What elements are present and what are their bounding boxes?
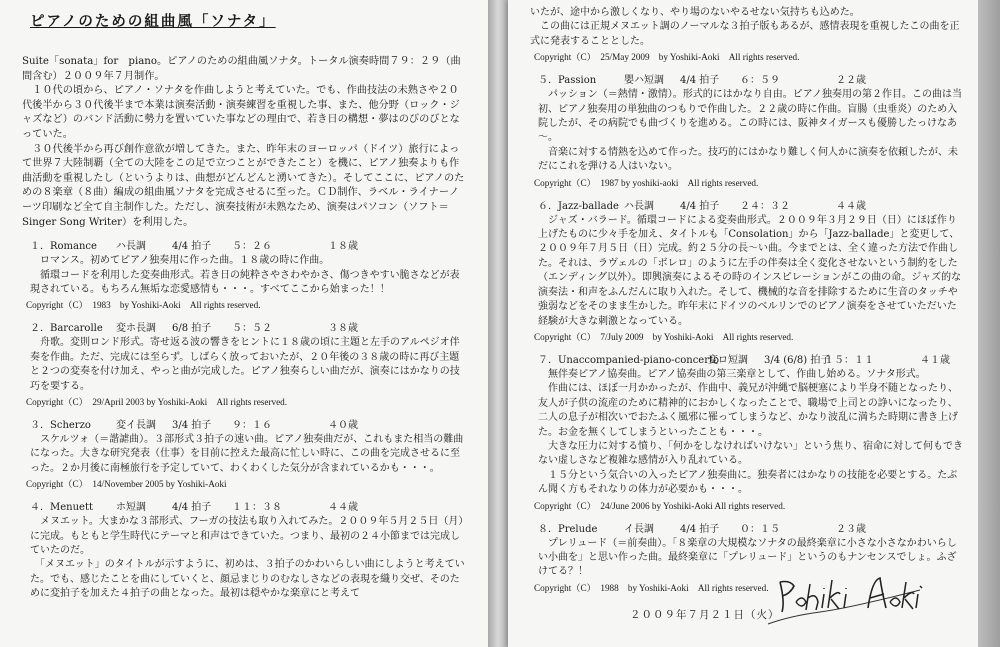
piece-duration: ２４：３２ (740, 200, 790, 212)
piece-entry (22, 322, 466, 409)
piece-key: イ長調 (624, 523, 654, 535)
piece-entry (22, 501, 466, 601)
piece-number: ３．Scherzo (30, 419, 91, 431)
piece-duration: ６：５９ (740, 75, 780, 87)
piece-meter: 4/4 拍子 (680, 75, 720, 87)
piece-entry (530, 354, 966, 513)
intro-paragraph: ３０代後半から再び創作意欲が増してきた。また、昨年末のヨーロッパ（ドイツ）旅行によって世界７大陸制覇（全ての大陸をこの足で立つことができたこと）を機に、ピアノ独奏よりも作曲活動を重視したし（というよりは、曲想がどんどんと湧いてきた）。そしてここに、ピアノのための８楽章（８曲）編成の組曲風ソナタを完成させるに至った。ＣＤ制作、ラベル・ライナーノーツ印刷など全て自主制作した。ただし、演奏技術が未熟なため、演奏はパソコン（ソフト＝Singer Song Writer）を利用した。 (22, 143, 465, 228)
piece-number: ５．Passion (538, 75, 597, 87)
piece-heading (30, 322, 466, 336)
intro-section (22, 55, 466, 230)
piece-key: 嬰ハ短調 (624, 75, 664, 87)
left-piece-list (22, 240, 466, 602)
copyright-line: Copyright（C） 24/June 2006 by Yoshiki-Aoki All rights reserved. (534, 500, 786, 511)
piece-description: パッション（＝熱情・激情）。形式的にはかなり自由。ピアノ独奏用の第２作目。この曲は当初、ピアノ独奏用の単独曲のつもりで作曲した。２２歳の時に作曲。盲腸（虫垂炎）のため入院したが、その病院でも曲づくりを進める。この時には、阪神タイガースも優勝したっけなあ～。 音楽に対する情熱を込めて作った。技巧的にはかなり難しく何人かに演奏を依頼したが、未だにこれを弾ける人はいない。 (538, 89, 962, 173)
copyright-line: Copyright（C） 1983 by Yoshiki-Aoki All rights reserved. (26, 300, 261, 311)
copyright-line: Copyright（C） 29/April 2003 by Yoshiki-Aoki All rights reserved. (26, 396, 288, 407)
piece-duration: ９：１６ (232, 419, 272, 431)
continued-text: いたが、途中から激しくなり、やり場のないやるせない気持ちも込めた。 (530, 7, 860, 18)
piece-entry (22, 240, 466, 312)
piece-description: 無伴奏ピアノ協奏曲。ピアノ協奏曲の第三楽章として、作曲し始める。ソナタ形式。 作曲には、ほぼ一月かかったが、作曲中、義兄が沖縄で脳梗塞により半身不随となったり、友人が子供の流産のために精神的におかしくなったことで、職場で上司との諍いになったり、二人の息子が相次いでおたふく風邪に罹ってしまうなど、かなり波乱に満ちた時期に書き上げた。お金を無くしてしまうといったことも・・・。 大きな圧力に対する憤り、「何かをしなければいけない」という焦り、宿命に対して何もできない虚しさなど複雑な感情が入り乱れている。 １５分という気合いの入ったピアノ独奏曲に。独奏者にはかなりの技能を必要とする。たぶん聞く方もそれなりの体力が必要かも・・・。 (538, 368, 963, 496)
piece-meter: 3/4 拍子 (172, 419, 212, 431)
piece-heading (538, 200, 966, 214)
piece-age: ４１歳 (920, 354, 950, 366)
continued-text: この曲には正規メヌエット調のノーマルな３拍子版もあるが、感情表現を重視したこの曲を正式に発表することとした。 (530, 21, 960, 47)
date-line: ２００９年７月２１日（火） (630, 608, 780, 621)
piece-number: ８．Prelude (538, 523, 598, 535)
right-piece-list (530, 74, 966, 595)
piece-meter: 4/4 拍子 (172, 502, 212, 514)
piece-meter: 4/4 拍子 (172, 241, 212, 253)
piece-description: ロマンス。初めてピアノ独奏用に作った曲。１８歳の時に作曲。 循環コードを利用した変奏曲形式。若き日の純粋さやさわやかさ、傷つきやすい脆さなどが表現されている。もちろん無垢な恋愛感情も・・・。すべてここから始まった！！ (30, 255, 460, 295)
piece-key: 変ロ短調 (708, 354, 748, 366)
binding-gutter (488, 0, 508, 647)
piece-description: プレリュード（＝前奏曲）。「８楽章の大規模なソナタの最終楽章に小さな小さなかわいらしい小曲を」と思い作った曲。最終楽章に「プレリュード」というのもナンセンスでしょ。ふざけてる？！ (538, 537, 957, 578)
piece-description: ジャズ・バラード。循環コードによる変奏曲形式。２００９年３月２９日（日）にほぼ作り上げたものに少々手を加え、タイトルも「Consolation」から「Jazz-ballade」と変更して、２００９年７月５日（日）完成。約２５分の長～い曲。今までとは、全く違った方法で作曲した。それは、ラヴェルの「ボレロ」のように左手の伴奏は全く変化させないという制約をした（エンディング以外）。即興演奏によるその時のインスピレーションがこの曲の命。ジャズ的な演奏法・和声をふんだんに取り入れた。そして、機械的な音を排除するために生音のタッチや強弱などをそのまま生かした。昨年末にドイツのベルリンでのピアノ演奏をさせていただいた経験が大きな刺激となっている。 (538, 214, 962, 327)
piece-age: ４４歳 (836, 200, 866, 212)
piece-age: ３８歳 (328, 323, 358, 335)
piece-age: １８歳 (328, 241, 358, 253)
right-page (508, 0, 978, 647)
piece-entry (530, 200, 966, 344)
background-edge (978, 0, 1000, 647)
intro-paragraph: １０代の頃から、ピアノ・ソナタを作曲しようと考えていた。でも、作曲技法の未熟さや２０代後半から３０代後半まで本業は演奏活動・演奏練習を重視した事、また、他分野（ロック・ジャズなど）のバンド活動に勢力を置いていた事などの理由で、若き日の構想・夢はのびのびとなっていた。 (22, 85, 460, 140)
piece-duration: １５：１１ (824, 354, 874, 366)
piece-heading (538, 523, 966, 537)
piece-description: 舟歌。変則ロンド形式。寄せ返る波の響きをヒントに１８歳の頃に主題と左手のアルペジオ伴奏を作曲。ただ、完成には至らず。しばらく放っておいたが、２０年後の３８歳の時に再び主題と２つの変奏を付け加え、やっと曲が完成した。ピアノ独奏らしい曲だが、演奏にはかなりの技巧を要する。 (30, 337, 460, 392)
piece-heading (30, 501, 466, 515)
piece-heading (538, 354, 966, 368)
piece-number: ６．Jazz-ballade (538, 200, 619, 212)
copyright-line: Copyright（C） 7/July 2009 by Yoshiki-Aoki All rights reserved. (534, 331, 794, 342)
piece-heading (538, 74, 966, 88)
piece-description: スケルツォ（＝諧謔曲）。３部形式３拍子の速い曲。ピアノ独奏曲だが、これもまた相当の難曲になった。大きな研究発表（仕事）を目前に控えた最高に忙しい時に、この曲を完成させるに至った。２か月後に南極旅行を予定していて、わくわくした気分が含まれているかも・・・。 (30, 433, 464, 474)
piece-number: １．Romance (30, 241, 97, 253)
signature-image (760, 572, 930, 634)
piece-age: ２２歳 (836, 75, 866, 87)
piece-duration: １１：３８ (232, 502, 282, 514)
piece-key: ハ長調 (624, 200, 654, 212)
piece-duration: ０：１５ (740, 523, 780, 535)
piece-age: ４４歳 (328, 502, 358, 514)
page-title: ピアノのための組曲風「ソナタ」 (30, 13, 276, 30)
copyright-line: Copyright（C） 1988 by Yoshiki-Aoki All rights reserved. (534, 582, 769, 593)
piece-age: ４０歳 (328, 419, 358, 431)
copyright-line: Copyright（C） 1987 by yoshiki-aoki All rights reserved. (534, 177, 759, 188)
piece-key: 変イ長調 (116, 419, 156, 431)
piece-age: ２３歳 (836, 523, 866, 535)
piece-entry (530, 74, 966, 189)
intro-paragraph: Suite「sonata」for piano。ピアノのための組曲風ソナタ。トータル演奏時間７９：２９（曲間含む）２００９年７月制作。 (22, 56, 461, 82)
piece-duration: ５：５２ (232, 323, 272, 335)
piece-heading (30, 419, 466, 433)
piece-number: ７．Unaccompanied-piano-concerto (538, 354, 720, 366)
piece-key: ハ長調 (116, 241, 146, 253)
piece-number: ２．Barcarolle (30, 323, 103, 335)
left-page (0, 0, 488, 647)
piece-meter: 6/8 拍子 (172, 323, 212, 335)
copyright-line: Copyright（C） 14/November 2005 by Yoshiki-Aoki (26, 479, 227, 490)
piece-duration: ５：２６ (232, 241, 272, 253)
piece-meter: 4/4 拍子 (680, 523, 720, 535)
piece-key: 変ホ長調 (116, 323, 156, 335)
copyright-line: Copyright（C） 25/May 2009 by Yoshiki-Aoki All rights reserved. (534, 52, 800, 63)
piece-description: メヌエット。大まかな３部形式、フーガの技法も取り入れてみた。２００９年５月２５日（月）に完成。もともと学生時代にテーマと和声はできていた。つまり、最初の２４小節までは完成していたのだ。 「メヌエット」のタイトルが示すように、初めは、３拍子のかわいらしい曲にしようと考えていた。でも、感じたことを曲にしていくと、顔忌まじりのむなしさなどの表現を織り交ぜ、そのために変拍子を加えた４拍子の曲となった。最初は穏やかな楽章にと考えて (30, 516, 465, 600)
piece-entry (22, 419, 466, 491)
piece-meter: 4/4 拍子 (680, 200, 720, 212)
piece-meter: 3/4 (6/8) 拍子 (764, 354, 831, 366)
piece-heading (30, 240, 466, 254)
piece-number: ４．Menuett (30, 502, 93, 514)
piece-key: ホ短調 (116, 502, 146, 514)
